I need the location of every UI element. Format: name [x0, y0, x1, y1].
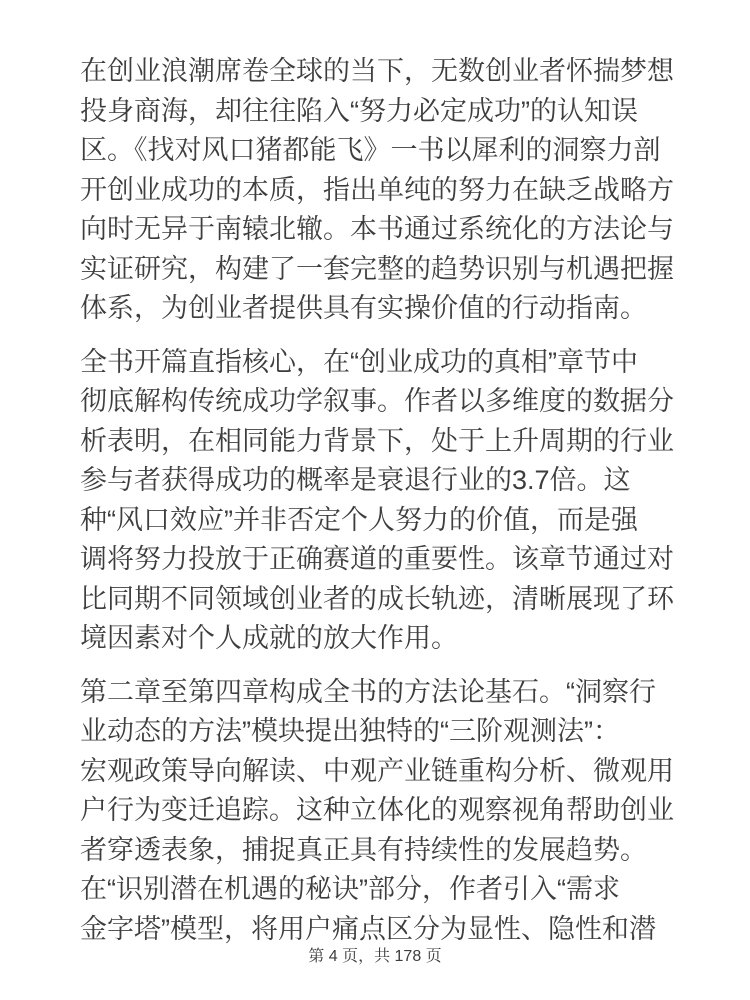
text-line: 开创业成功的本质，指出单纯的努力在缺乏战略方 — [80, 174, 674, 205]
text-line: 调将努力投放于正确赛道的重要性。该章节通过对 — [80, 544, 674, 574]
page-footer — [0, 946, 750, 968]
paragraph — [80, 343, 680, 659]
document-body — [80, 52, 680, 963]
text-line: 区。《找对风口猪都能飞》一书以犀利的洞察力剖 — [80, 135, 661, 165]
text-line: 金字塔”模型，将用户痛点区分为显性、隐性和潜 — [80, 913, 656, 944]
text-line: 全书开篇直指核心，在“创业成功的真相”章节中 — [80, 346, 638, 377]
paragraph — [80, 673, 680, 950]
text-line: 在“识别潜在机遇的秘诀”部分，作者引入“需求 — [80, 874, 620, 904]
text-line: 种“风口效应”并非否定个人努力的价值，而是强 — [80, 504, 638, 535]
text-line: 析表明，在相同能力背景下，处于上升周期的行业 — [80, 425, 674, 456]
text-line: 者穿透表象，捕捉真正具有持续性的发展趋势。 — [80, 834, 647, 865]
text-line: 实证研究，构建了一套完整的趋势识别与机遇把握 — [80, 253, 674, 284]
text-line: 参与者获得成功的概率是衰退行业的3.7倍。这 — [80, 465, 631, 495]
text-line: 业动态的方法”模块提出独特的“三阶观测法”： — [80, 716, 620, 746]
text-line: 在创业浪潮席卷全球的当下，无数创业者怀揣梦想 — [80, 56, 674, 86]
page-number-text: 第 4 页，共 178 页 — [308, 948, 442, 965]
text-line: 宏观政策导向解读、中观产业链重构分析、微观用 — [80, 755, 674, 786]
text-line: 比同期不同领域创业者的成长轨迹，清晰展现了环 — [80, 583, 674, 614]
text-line: 体系，为创业者提供具有实操价值的行动指南。 — [80, 293, 647, 323]
text-line: 彻底解构传统成功学叙事。作者以多维度的数据分 — [80, 386, 674, 416]
text-line: 第二章至第四章构成全书的方法论基石。“洞察行 — [80, 676, 656, 707]
paragraph — [80, 52, 680, 329]
text-line: 投身商海，却往往陷入“努力必定成功”的认知误 — [80, 95, 638, 126]
text-line: 向时无异于南辕北辙。本书通过系统化的方法论与 — [80, 214, 674, 244]
text-line: 境因素对个人成就的放大作用。 — [80, 623, 458, 653]
text-line: 户行为变迁追踪。这种立体化的观察视角帮助创业 — [80, 795, 674, 825]
